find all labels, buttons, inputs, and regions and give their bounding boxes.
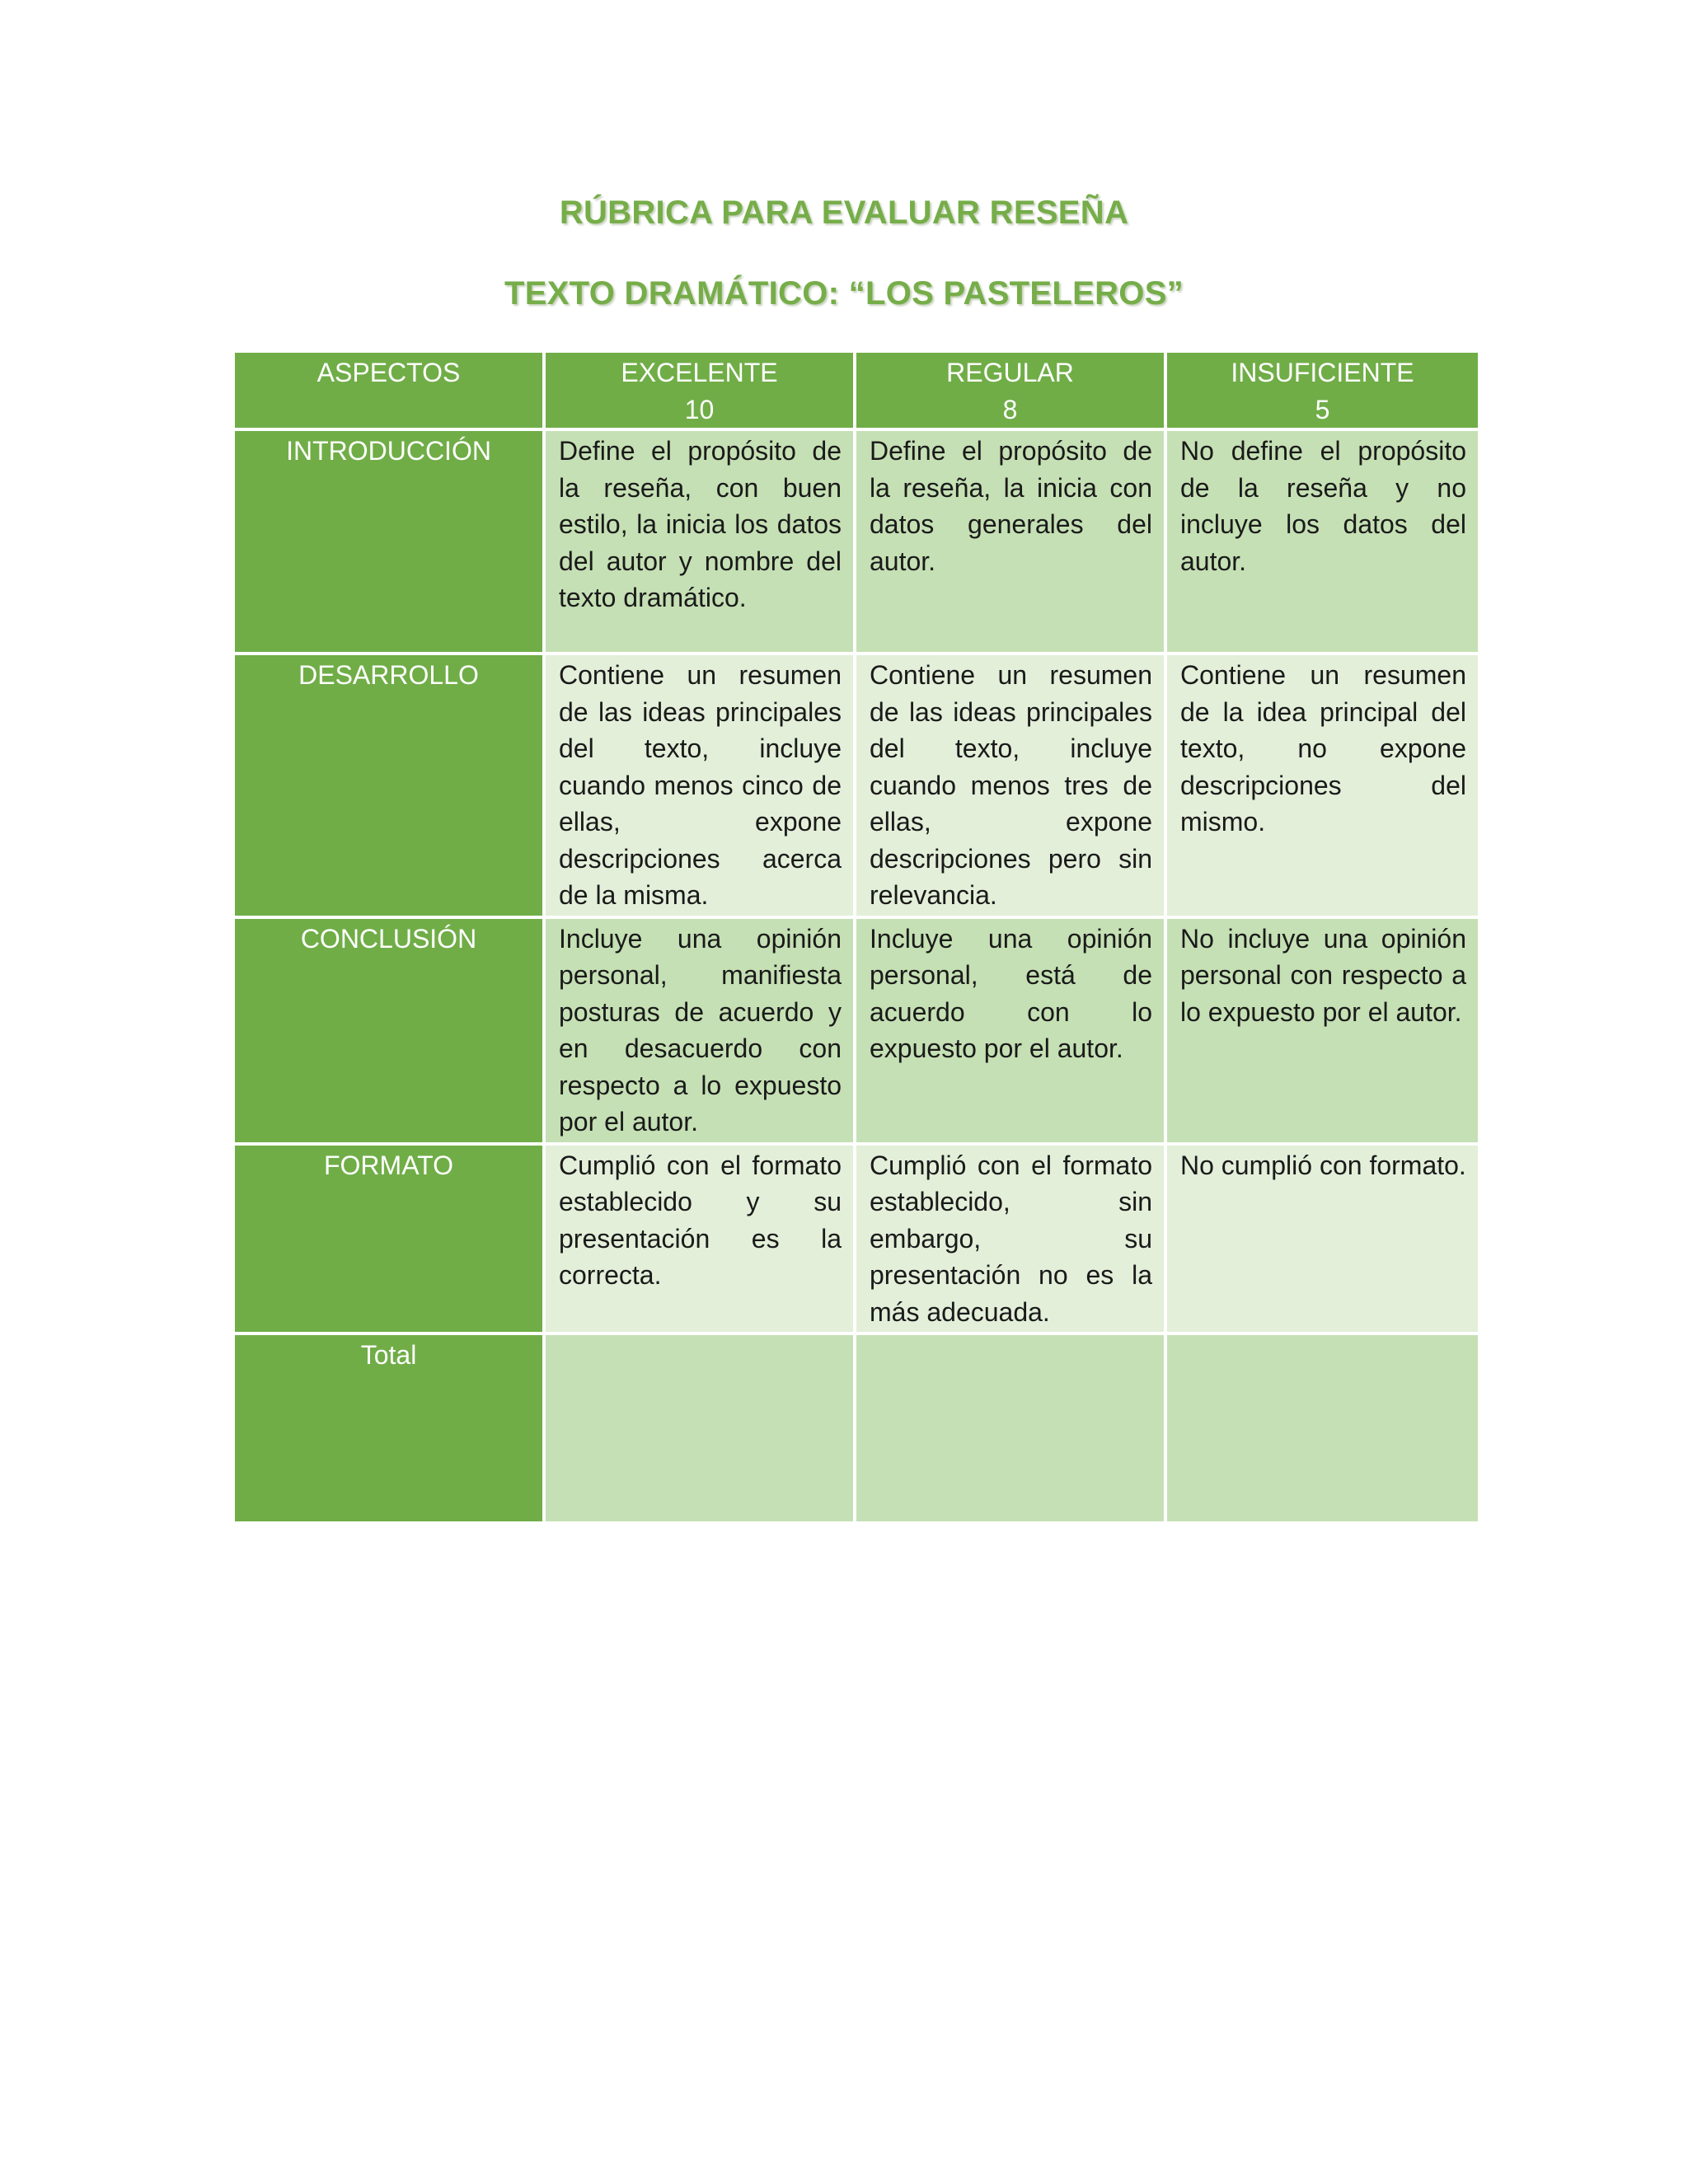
aspect-cell: CONCLUSIÓN <box>235 919 546 1146</box>
total-cell-insuficiente <box>1167 1335 1478 1525</box>
header-level-name: EXCELENTE <box>621 358 778 387</box>
header-level-score: 10 <box>684 394 715 424</box>
header-level-score: 5 <box>1315 394 1330 424</box>
header-level-score: 8 <box>1002 394 1018 424</box>
criterion-cell-insuficiente: No cumplió con formato. <box>1167 1146 1478 1336</box>
aspect-cell: FORMATO <box>235 1146 546 1336</box>
table-row-formato <box>235 1146 1478 1336</box>
aspect-cell: DESARROLLO <box>235 655 546 919</box>
table-row-total <box>235 1335 1478 1525</box>
table-row-introduccion <box>235 431 1478 655</box>
criterion-cell-excelente: Cumplió con el formato establecido y su presentación es la correcta. <box>546 1146 856 1336</box>
criterion-cell-insuficiente: No incluye una opinión personal con respecto a lo expuesto por el autor. <box>1167 919 1478 1146</box>
criterion-cell-regular: Define el propósito de la reseña, la inicia con datos generales del autor. <box>856 431 1167 655</box>
criterion-cell-excelente: Contiene un resumen de las ideas principales del texto, incluye cuando menos cinco de ellas, expone descripciones acerca de la misma. <box>546 655 856 919</box>
criterion-cell-regular: Incluye una opinión personal, está de acuerdo con lo expuesto por el autor. <box>856 919 1167 1146</box>
document-subtitle: TEXTO DRAMÁTICO: “LOS PASTELEROS” <box>504 275 1184 312</box>
header-level-excelente <box>546 353 856 431</box>
total-cell-regular <box>856 1335 1167 1525</box>
header-level-regular <box>856 353 1167 431</box>
table-row-conclusion <box>235 919 1478 1146</box>
criterion-cell-insuficiente: Contiene un resumen de la idea principal del texto, no expone descripciones del mismo. <box>1167 655 1478 919</box>
criterion-cell-excelente: Incluye una opinión personal, manifiesta posturas de acuerdo y en desacuerdo con respecto a lo expuesto por el autor. <box>546 919 856 1146</box>
header-level-insuficiente <box>1167 353 1478 431</box>
header-aspects <box>235 353 546 431</box>
criterion-cell-regular: Cumplió con el formato establecido, sin embargo, su presentación no es la más adecuada. <box>856 1146 1167 1336</box>
aspect-cell: INTRODUCCIÓN <box>235 431 546 655</box>
table-row-desarrollo <box>235 655 1478 919</box>
header-level-name: INSUFICIENTE <box>1231 358 1414 387</box>
criterion-cell-excelente: Define el propósito de la reseña, con buen estilo, la inicia los datos del autor y nombre del texto dramático. <box>546 431 856 655</box>
criterion-cell-regular: Contiene un resumen de las ideas principales del texto, incluye cuando menos tres de ellas, expone descripciones pero sin relevancia. <box>856 655 1167 919</box>
criterion-cell-insuficiente: No define el propósito de la reseña y no incluye los datos del autor. <box>1167 431 1478 655</box>
header-aspects-label: ASPECTOS <box>316 358 461 387</box>
table-header-row <box>235 353 1478 431</box>
document-title: RÚBRICA PARA EVALUAR RESEÑA <box>559 194 1129 231</box>
aspect-cell: Total <box>235 1335 546 1525</box>
total-cell-excelente <box>546 1335 856 1525</box>
header-level-name: REGULAR <box>946 358 1074 387</box>
rubric-table <box>235 353 1478 1525</box>
